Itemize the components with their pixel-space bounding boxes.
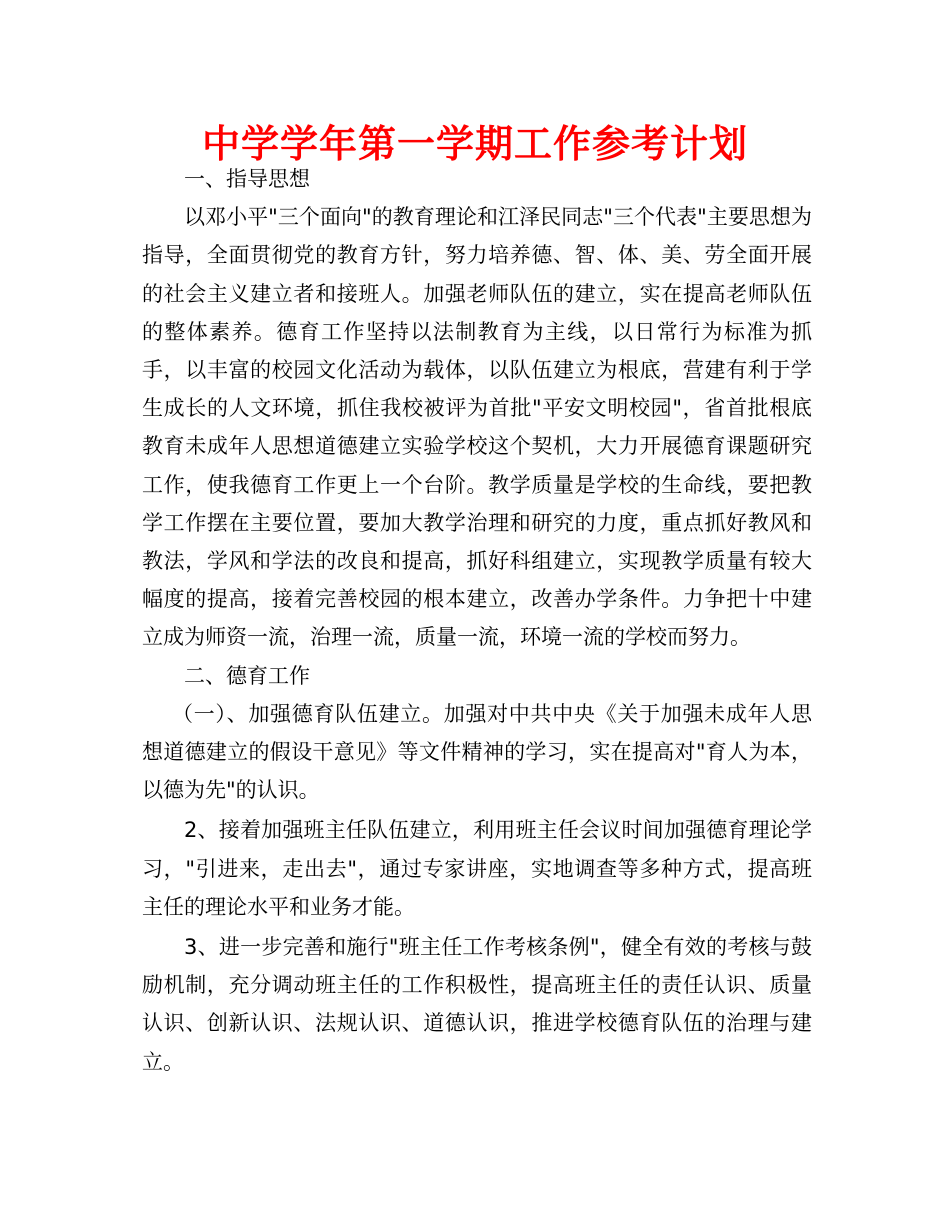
section-heading: 二、德育工作 — [184, 663, 310, 688]
paragraph: 3、进一步完善和施行"班主任工作考核条例"，健全有效的考核与鼓励机制，充分调动班主任的工作积极性，提高班主任的责任认识、质量认识、创新认识、法规认识、道德认识，推进学校德育队伍的治理与建立。 — [142, 935, 812, 1074]
paragraph: 以邓小平"三个面向"的教育理论和江泽民同志"三个代表"主要思想为指导，全面贯彻党的教育方针，努力培养德、智、体、美、劳全面开展的社会主义建立者和接班人。加强老师队伍的建立，实在提高老师队伍的整体素养。德育工作坚持以法制教育为主线，以日常行为标准为抓手，以丰富的校园文化活动为载体，以队伍建立为根底，营建有利于学生成长的人文环境，抓住我校被评为首批"平安文明校园"，省首批根底教育未成年人思想道德建立实验学校这个契机，大力开展德育课题研究工作，使我德育工作更上一个台阶。教学质量是学校的生命线，要把教学工作摆在主要位置，要加大教学治理和研究的力度，重点抓好教风和教法，学风和学法的改良和提高，抓好科组建立，实现教学质量有较大幅度的提高，接着完善校园的根本建立，改善办学条件。力争把十中建立成为师资一流，治理一流，质量一流，环境一流的学校而努力。 — [142, 205, 812, 650]
document-title: 中学学年第一学期工作参考计划 — [201, 121, 748, 166]
paragraph: （一）、加强德育队伍建立。加强对中共中央《关于加强未成年人思想道德建立的假设干意见》等文件精神的学习，实在提高对"育人为本，以德为先"的认识。 — [142, 701, 812, 803]
document-body — [142, 160, 812, 1081]
paragraph: 2、接着加强班主任队伍建立，利用班主任会议时间加强德育理论学习，"引进来，走出去"，通过专家讲座，实地调查等多种方式，提高班主任的理论水平和业务才能。 — [142, 818, 812, 919]
section-heading: 一、指导思想 — [184, 167, 310, 191]
